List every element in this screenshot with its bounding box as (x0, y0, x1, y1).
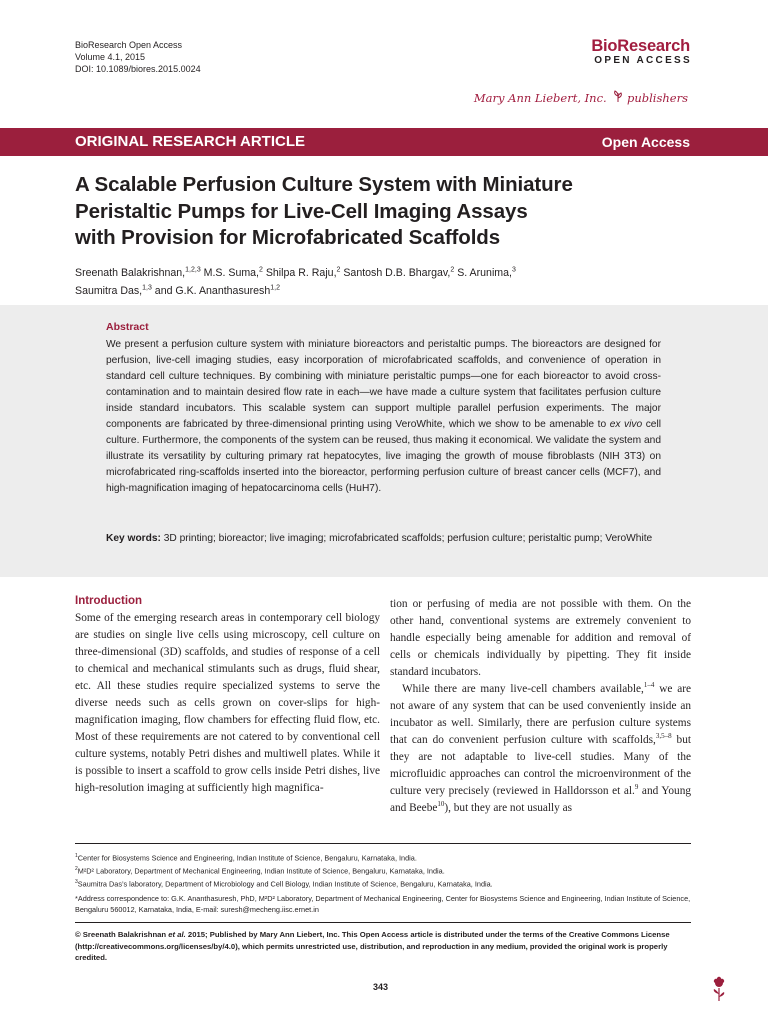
affiliation: $^3$Saumitra Das’s laboratory, Department of Microbiology and Cell Biology, Indian Institute of Science, Bengaluru, Karnataka, India. (75, 878, 493, 889)
journal-name: BioResearch Open Access (75, 40, 183, 50)
article-title (75, 172, 695, 252)
author: Santosh D.B. Bhargav,$^2$ (340, 266, 455, 279)
paragraph: While there are many live-cell chambers available,$^{1-4}$ we are not aware of any system that can be used conveniently inside an incubator as well. Similarly, there are perfusion culture systems that can do convenient perfusion culture with scaffolds,$^{3,5-8}$ but they are not adaptable to live-cell studies. Many of the microfluidic approaches can control the microenvironment of the culture very precisely (reviewed in Halldorsson et al.$^9$ and Young and Beebe$^{10}$), but they are not usually as (390, 681, 692, 814)
license-divider (75, 922, 691, 923)
abstract-text: We present a perfusion culture system with miniature bioreactors and peristaltic pumps. The bioreactors are designed for perfusion, live-cell imaging studies, easy incorporation of microfabricated scaffolds, and convenience of operation in standard cell culture techniques. By combining with miniature peristaltic pumps—one for each bioreactor to avoid cross-contamination and to maintain desired flow rate in each—we have made a culture system that facilitates perfusion culture inside standard incubators. This scalable system can support multiple parallel perfusion experiments. The major components are fabricated by three-dimensional printing using VeroWhite, which we show to be amenable to ex vivo cell culture. Furthermore, the components of the system can be reused, thus making it economical. We validate the system and illustrate its versatility by culturing primary rat hepatocytes, live imaging the growth of mouse fibroblasts (NIH 3T3) on microfabricated ring-scaffolds inserted into the bioreactor, performing perfusion culture of breast cancer cells (MCF7), and high-magnification imaging of hepatocarcinoma cells (HuH7). (106, 339, 661, 494)
logo-name: BioResearch (591, 37, 690, 55)
author-list (75, 262, 695, 299)
author: and G.K. Ananthasuresh$^{1,2}$ (151, 284, 280, 298)
publisher-name: Mary Ann Liebert, Inc. (473, 91, 607, 105)
open-access-label: Open Access (601, 134, 690, 150)
publisher-logo (474, 90, 688, 105)
keywords (106, 531, 661, 547)
author: Shilpa R. Raju,$^2$ (262, 266, 341, 279)
journal-logo (591, 38, 690, 67)
body-column-left (75, 594, 380, 797)
license-notice: © Sreenath Balakrishnan et al. 2015; Published by Mary Ann Liebert, Inc. This Open Access article is distributed under the terms of the Creative Commons License (http://creativecommons.org/licenses/by/4.0), which permits unrestricted use, distribution, and reproduction in any medium, provided the original work is properly credited. (75, 930, 670, 962)
body-column-right (390, 596, 691, 817)
publisher-suffix: publishers (627, 91, 688, 105)
citation: 3,5–8 (655, 732, 672, 741)
paragraph: Some of the emerging research areas in contemporary cell biology are studies on single live cells using microscopy, cell culture on three-dimensional (3D) scaffolds, and studies of response of a cell to chemical and mechanical stimulants such as drugs, fluid shear, etc. All these studies require specialized systems to serve the diverse needs such as cells grown on cover-slips for high-magnification imaging, flow chambers for effecting fluid flow, etc. Most of these requirements are not catered to by conventional cell culture systems, notably Petri dishes and multiwell plates. While it is possible to insert a scaffold to grow cells inside Petri dishes, live high-resolution imaging at sufficiently high magnifica- (75, 612, 380, 794)
publisher-flower-icon (708, 976, 730, 1002)
abstract-box (0, 305, 768, 577)
footnote-divider (75, 843, 691, 844)
affiliations (75, 851, 691, 890)
author: S. Arunima,$^3$ (454, 266, 516, 279)
correspondence: *Address correspondence to: G.K. Ananthasuresh, PhD, M²D² Laboratory, Department of Mechanical Engineering, Center for Biosystems Science and Engineering, Indian Institute of Science, Bengaluru 560012, Karnataka, India, E-mail: suresh@mecheng.iisc.ernet.in (75, 894, 691, 914)
affiliation: $^1$Center for Biosystems Science and Engineering, Indian Institute of Science, Bengaluru, Karnataka, India. (75, 853, 417, 863)
keywords-label: Key words: (106, 533, 161, 544)
affiliation: $^2$M²D² Laboratory, Department of Mechanical Engineering, Indian Institute of Science, Bengaluru, Karnataka, India. (75, 865, 445, 876)
article-type: ORIGINAL RESEARCH ARTICLE (75, 133, 306, 150)
keywords-list: 3D printing; bioreactor; live imaging; microfabricated scaffolds; perfusion culture; peristaltic pump; VeroWhite (160, 533, 653, 544)
journal-doi: DOI: 10.1089/biores.2015.0024 (75, 64, 201, 74)
citation: 1–4 (643, 681, 655, 690)
paragraph: tion or perfusing of media are not possible with them. On the other hand, conventional systems are extremely convenient to handle especially being amenable for addition and removal of cells or chemicals individually by pipetting. They fit inside standard incubators. (390, 598, 691, 678)
title-line: Peristaltic Pumps for Live-Cell Imaging Assays (75, 199, 528, 223)
citation: 9 (634, 783, 639, 792)
journal-volume: Volume 4.1, 2015 (75, 52, 146, 62)
title-line: A Scalable Perfusion Culture System with Miniature (75, 173, 573, 196)
title-line: with Provision for Microfabricated Scaffolds (75, 226, 501, 249)
author: Sreenath Balakrishnan,$^{1,2,3}$ (75, 266, 201, 279)
abstract-heading: Abstract (106, 321, 149, 333)
logo-subtitle: OPEN ACCESS (594, 55, 692, 66)
author: M.S. Suma,$^2$ (200, 266, 263, 279)
journal-info (75, 39, 201, 75)
page-number: 343 (373, 982, 389, 992)
citation: 10 (437, 800, 445, 809)
section-heading-introduction: Introduction (75, 595, 143, 607)
publisher-sprig-icon (613, 90, 623, 105)
author: Saumitra Das,$^{1,3}$ (75, 284, 152, 298)
article-type-banner (0, 128, 768, 156)
